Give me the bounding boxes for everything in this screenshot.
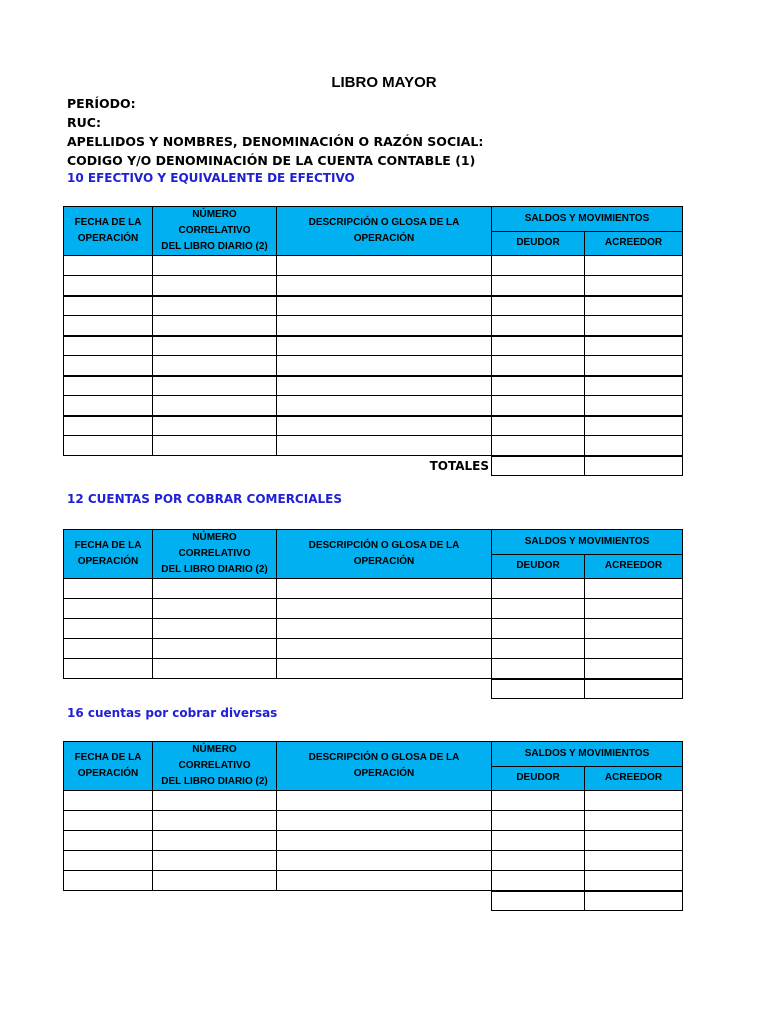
table-row — [64, 811, 683, 831]
table-row — [64, 579, 683, 599]
cell-fecha[interactable] — [64, 871, 153, 891]
table-row — [64, 396, 683, 416]
cell-deudor[interactable] — [492, 811, 585, 831]
cell-fecha[interactable] — [64, 659, 153, 679]
ledger-table-10 — [63, 206, 683, 476]
table-row — [64, 851, 683, 871]
cell-deudor[interactable] — [492, 376, 585, 396]
cell-deudor[interactable] — [492, 619, 585, 639]
cell-numero[interactable] — [153, 811, 277, 831]
table-row — [64, 356, 683, 376]
cell-descripcion[interactable] — [277, 336, 492, 356]
totals-row — [64, 891, 683, 911]
header-fecha: FECHA DE LA OPERACIÓN — [64, 742, 153, 791]
cell-fecha[interactable] — [64, 831, 153, 851]
cell-fecha[interactable] — [64, 396, 153, 416]
cell-descripcion[interactable] — [277, 416, 492, 436]
cell-numero[interactable] — [153, 256, 277, 276]
cell-fecha[interactable] — [64, 619, 153, 639]
cell-numero[interactable] — [153, 276, 277, 296]
total-deudor[interactable] — [492, 456, 585, 476]
cell-numero[interactable] — [153, 336, 277, 356]
cell-deudor[interactable] — [492, 336, 585, 356]
cell-acreedor[interactable] — [585, 276, 683, 296]
table-row — [64, 256, 683, 276]
cell-numero[interactable] — [153, 599, 277, 619]
cell-acreedor[interactable] — [585, 599, 683, 619]
header-deudor: DEUDOR — [492, 231, 585, 256]
cell-acreedor[interactable] — [585, 639, 683, 659]
total-acreedor[interactable] — [585, 679, 683, 699]
cell-acreedor[interactable] — [585, 619, 683, 639]
cell-descripcion[interactable] — [277, 791, 492, 811]
section-title-16: 16 cuentas por cobrar diversas — [67, 706, 278, 720]
total-acreedor[interactable] — [585, 456, 683, 476]
table-row — [64, 599, 683, 619]
cell-acreedor[interactable] — [585, 416, 683, 436]
cell-descripcion[interactable] — [277, 276, 492, 296]
cell-deudor[interactable] — [492, 356, 585, 376]
table-row — [64, 831, 683, 851]
cell-acreedor[interactable] — [585, 811, 683, 831]
cell-acreedor[interactable] — [585, 256, 683, 276]
table-row — [64, 619, 683, 639]
cell-descripcion[interactable] — [277, 396, 492, 416]
cell-acreedor[interactable] — [585, 871, 683, 891]
cell-fecha[interactable] — [64, 791, 153, 811]
cell-deudor[interactable] — [492, 791, 585, 811]
header-fecha: FECHA DE LA OPERACIÓN — [64, 530, 153, 579]
header-deudor: DEUDOR — [492, 766, 585, 791]
cell-fecha[interactable] — [64, 436, 153, 456]
cell-deudor[interactable] — [492, 871, 585, 891]
cell-fecha[interactable] — [64, 296, 153, 316]
totals-label: TOTALES — [429, 458, 489, 473]
header-deudor: DEUDOR — [492, 554, 585, 579]
cell-acreedor[interactable] — [585, 791, 683, 811]
table-row — [64, 316, 683, 336]
cell-deudor[interactable] — [492, 639, 585, 659]
totals-label — [64, 679, 492, 699]
cell-fecha[interactable] — [64, 336, 153, 356]
ledger-body — [64, 256, 683, 476]
total-deudor[interactable] — [492, 891, 585, 911]
cell-acreedor[interactable] — [585, 831, 683, 851]
cell-fecha[interactable] — [64, 599, 153, 619]
cell-deudor[interactable] — [492, 296, 585, 316]
ledger-body — [64, 579, 683, 699]
cell-descripcion[interactable] — [277, 659, 492, 679]
cell-deudor[interactable] — [492, 416, 585, 436]
cell-descripcion[interactable] — [277, 579, 492, 599]
cell-deudor[interactable] — [492, 256, 585, 276]
cell-fecha[interactable] — [64, 256, 153, 276]
cell-descripcion[interactable] — [277, 811, 492, 831]
cell-descripcion[interactable] — [277, 256, 492, 276]
cell-fecha[interactable] — [64, 416, 153, 436]
cell-deudor[interactable] — [492, 599, 585, 619]
cell-deudor[interactable] — [492, 851, 585, 871]
cell-acreedor[interactable] — [585, 376, 683, 396]
cell-acreedor[interactable] — [585, 659, 683, 679]
cell-descripcion[interactable] — [277, 356, 492, 376]
cell-acreedor[interactable] — [585, 396, 683, 416]
cell-numero[interactable] — [153, 296, 277, 316]
cell-deudor[interactable] — [492, 579, 585, 599]
cell-fecha[interactable] — [64, 639, 153, 659]
cell-numero[interactable] — [153, 436, 277, 456]
header-saldos: SALDOS Y MOVIMIENTOS — [492, 742, 683, 767]
cell-descripcion[interactable] — [277, 599, 492, 619]
header-razon-social: APELLIDOS Y NOMBRES, DENOMINACIÓN O RAZÓN SOCIAL: — [67, 134, 484, 149]
section-title-12: 12 CUENTAS POR COBRAR COMERCIALES — [67, 492, 342, 506]
cell-descripcion[interactable] — [277, 376, 492, 396]
total-acreedor[interactable] — [585, 891, 683, 911]
cell-acreedor[interactable] — [585, 579, 683, 599]
header-codigo-cuenta: CODIGO Y/O DENOMINACIÓN DE LA CUENTA CONTABLE (1) — [67, 153, 476, 168]
cell-descripcion[interactable] — [277, 639, 492, 659]
cell-numero[interactable] — [153, 659, 277, 679]
table-row — [64, 436, 683, 456]
cell-acreedor[interactable] — [585, 356, 683, 376]
cell-fecha[interactable] — [64, 811, 153, 831]
cell-numero[interactable] — [153, 416, 277, 436]
cell-deudor[interactable] — [492, 436, 585, 456]
cell-fecha[interactable] — [64, 376, 153, 396]
cell-deudor[interactable] — [492, 276, 585, 296]
cell-acreedor[interactable] — [585, 336, 683, 356]
cell-acreedor[interactable] — [585, 296, 683, 316]
header-acreedor: ACREEDOR — [585, 554, 683, 579]
table-row — [64, 376, 683, 396]
section-title-10: 10 EFECTIVO Y EQUIVALENTE DE EFECTIVO — [67, 171, 355, 185]
cell-numero[interactable] — [153, 831, 277, 851]
cell-deudor[interactable] — [492, 659, 585, 679]
table-row — [64, 416, 683, 436]
header-fecha: FECHA DE LA OPERACIÓN — [64, 207, 153, 256]
header-numero-correlativo: NÚMERO CORRELATIVO DEL LIBRO DIARIO (2) — [153, 742, 277, 791]
cell-fecha[interactable] — [64, 356, 153, 376]
ledger-table-16 — [63, 741, 683, 911]
cell-fecha[interactable] — [64, 579, 153, 599]
table-row — [64, 639, 683, 659]
header-numero-correlativo: NÚMERO CORRELATIVO DEL LIBRO DIARIO (2) — [153, 530, 277, 579]
header-descripcion: DESCRIPCIÓN O GLOSA DE LA OPERACIÓN — [277, 742, 492, 791]
table-row — [64, 336, 683, 356]
cell-fecha[interactable] — [64, 851, 153, 871]
cell-descripcion[interactable] — [277, 831, 492, 851]
header-acreedor: ACREEDOR — [585, 766, 683, 791]
cell-acreedor[interactable] — [585, 316, 683, 336]
totals-row — [64, 456, 683, 476]
cell-descripcion[interactable] — [277, 436, 492, 456]
header-ruc: RUC: — [67, 115, 101, 130]
document-title: LIBRO MAYOR — [331, 74, 437, 91]
cell-deudor[interactable] — [492, 396, 585, 416]
header-descripcion: DESCRIPCIÓN O GLOSA DE LA OPERACIÓN — [277, 530, 492, 579]
cell-numero[interactable] — [153, 871, 277, 891]
totals-label — [64, 891, 492, 911]
table-row — [64, 871, 683, 891]
header-saldos: SALDOS Y MOVIMIENTOS — [492, 207, 683, 232]
cell-acreedor[interactable] — [585, 436, 683, 456]
total-deudor[interactable] — [492, 679, 585, 699]
totals-row — [64, 679, 683, 699]
table-row — [64, 791, 683, 811]
cell-numero[interactable] — [153, 639, 277, 659]
table-row — [64, 659, 683, 679]
cell-fecha[interactable] — [64, 316, 153, 336]
cell-descripcion[interactable] — [277, 871, 492, 891]
cell-descripcion[interactable] — [277, 316, 492, 336]
cell-numero[interactable] — [153, 851, 277, 871]
header-descripcion: DESCRIPCIÓN O GLOSA DE LA OPERACIÓN — [277, 207, 492, 256]
cell-numero[interactable] — [153, 396, 277, 416]
header-saldos: SALDOS Y MOVIMIENTOS — [492, 530, 683, 555]
cell-deudor[interactable] — [492, 831, 585, 851]
table-row — [64, 276, 683, 296]
cell-numero[interactable] — [153, 579, 277, 599]
cell-numero[interactable] — [153, 376, 277, 396]
cell-numero[interactable] — [153, 791, 277, 811]
cell-acreedor[interactable] — [585, 851, 683, 871]
header-numero-correlativo: NÚMERO CORRELATIVO DEL LIBRO DIARIO (2) — [153, 207, 277, 256]
header-acreedor: ACREEDOR — [585, 231, 683, 256]
cell-descripcion[interactable] — [277, 851, 492, 871]
cell-numero[interactable] — [153, 316, 277, 336]
cell-descripcion[interactable] — [277, 619, 492, 639]
ledger-body — [64, 791, 683, 911]
cell-numero[interactable] — [153, 356, 277, 376]
ledger-table-12 — [63, 529, 683, 699]
table-row — [64, 296, 683, 316]
cell-deudor[interactable] — [492, 316, 585, 336]
cell-descripcion[interactable] — [277, 296, 492, 316]
cell-numero[interactable] — [153, 619, 277, 639]
cell-fecha[interactable] — [64, 276, 153, 296]
header-periodo: PERÍODO: — [67, 96, 136, 111]
